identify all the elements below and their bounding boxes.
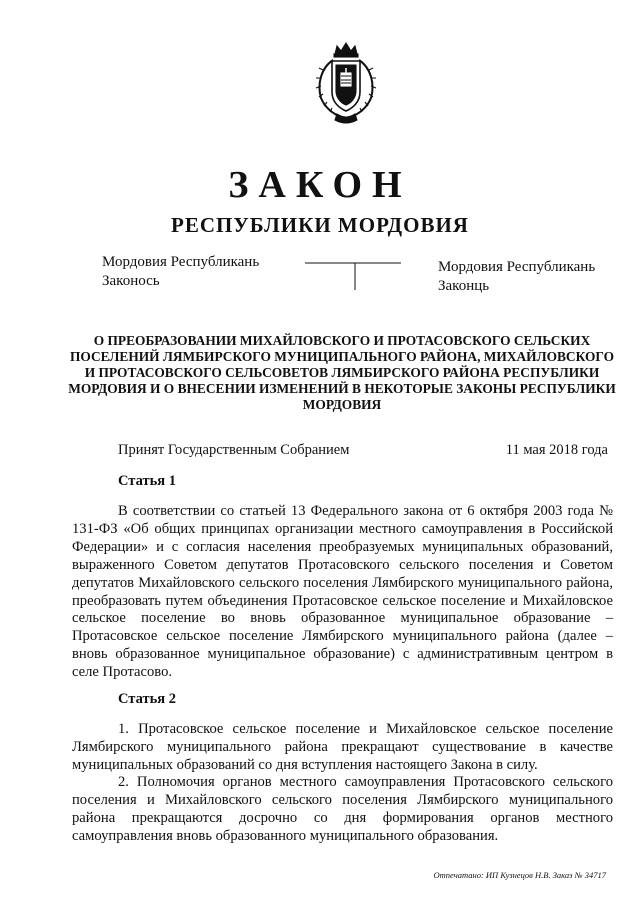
moksha-header-left: [102, 253, 259, 291]
republic-title: РЕСПУБЛИКИ МОРДОВИЯ: [171, 213, 469, 237]
print-footer: Отпечатано: ИП Кузнецов Н.В. Заказ № 34717: [433, 870, 606, 880]
article-2-title: Статья 2: [118, 691, 176, 707]
article-1-paragraph: В соответствии со статьей 13 Федерального закона от 6 октября 2003 года № 131-ФЗ «Об общих принципах организации местного самоуправления в Российской Федерации» и с согласия населения преобразуемых муниципальных образований, выраженного Советом депутатов Протасовского сельского поселения и Советом депутатов Михайловского сельского поселения Лямбирского муниципального района, преобразовать путем объединения Протасовское сельское поселение и Михайловское сельское поселение во вновь образованное муниципальное образование – Протасовское сельское поселение Лямбирского муниципального района (далее – вновь образованное муниципальное образование) с административным центром в селе Протасово.: [72, 503, 613, 681]
law-heading: О ПРЕОБРАЗОВАНИИ МИХАЙЛОВСКОГО И ПРОТАСОВСКОГО СЕЛЬСКИХ ПОСЕЛЕНИЙ ЛЯМБИРСКОГО МУНИЦИПАЛЬНОГО РАЙОНА, МИХАЙЛОВСКОГО И ПРОТАСОВСКОГО СЕЛЬСОВЕТОВ ЛЯМБИРСКОГО РАЙОНА РЕСПУБЛИКИ МОРДОВИЯ И О ВНЕСЕНИИ ИЗМЕНЕНИЙ В НЕКОТОРЫЕ ЗАКОНЫ РЕСПУБЛИКИ МОРДОВИЯ: [68, 333, 616, 412]
adoption-date: 11 мая 2018 года: [505, 442, 608, 458]
coat-of-arms-emblem: [313, 40, 379, 124]
article-2-paragraph-2: 2. Полномочия органов местного самоуправления Протасовского сельского поселения и Михайловского сельского поселения Лямбирского муниципального района прекращаются досрочно со дня формирования органов местного самоуправления вновь образованного муниципального образования.: [72, 774, 613, 844]
moksha-header-left-line-1: Мордовия Республикань: [102, 254, 260, 270]
article-2-paragraph-1: 1. Протасовское сельское поселение и Михайловское сельское поселение Лямбирского муниципального района прекращают существование в качестве муниципальных образований со дня вступления настоящего Закона в силу.: [72, 721, 613, 773]
adoption-line: [118, 441, 608, 459]
moksha-header-left-line-2: Законось: [102, 273, 160, 289]
header-divider: [305, 262, 401, 290]
article-1-title: Статья 1: [118, 473, 176, 489]
erzya-header-right: [438, 258, 595, 296]
erzya-header-right-line-1: Мордовия Республикань: [438, 259, 596, 275]
adoption-label: Принят Государственным Собранием: [118, 442, 350, 458]
erzya-header-right-line-2: Законць: [438, 278, 490, 294]
law-title: ЗАКОН: [228, 164, 412, 206]
